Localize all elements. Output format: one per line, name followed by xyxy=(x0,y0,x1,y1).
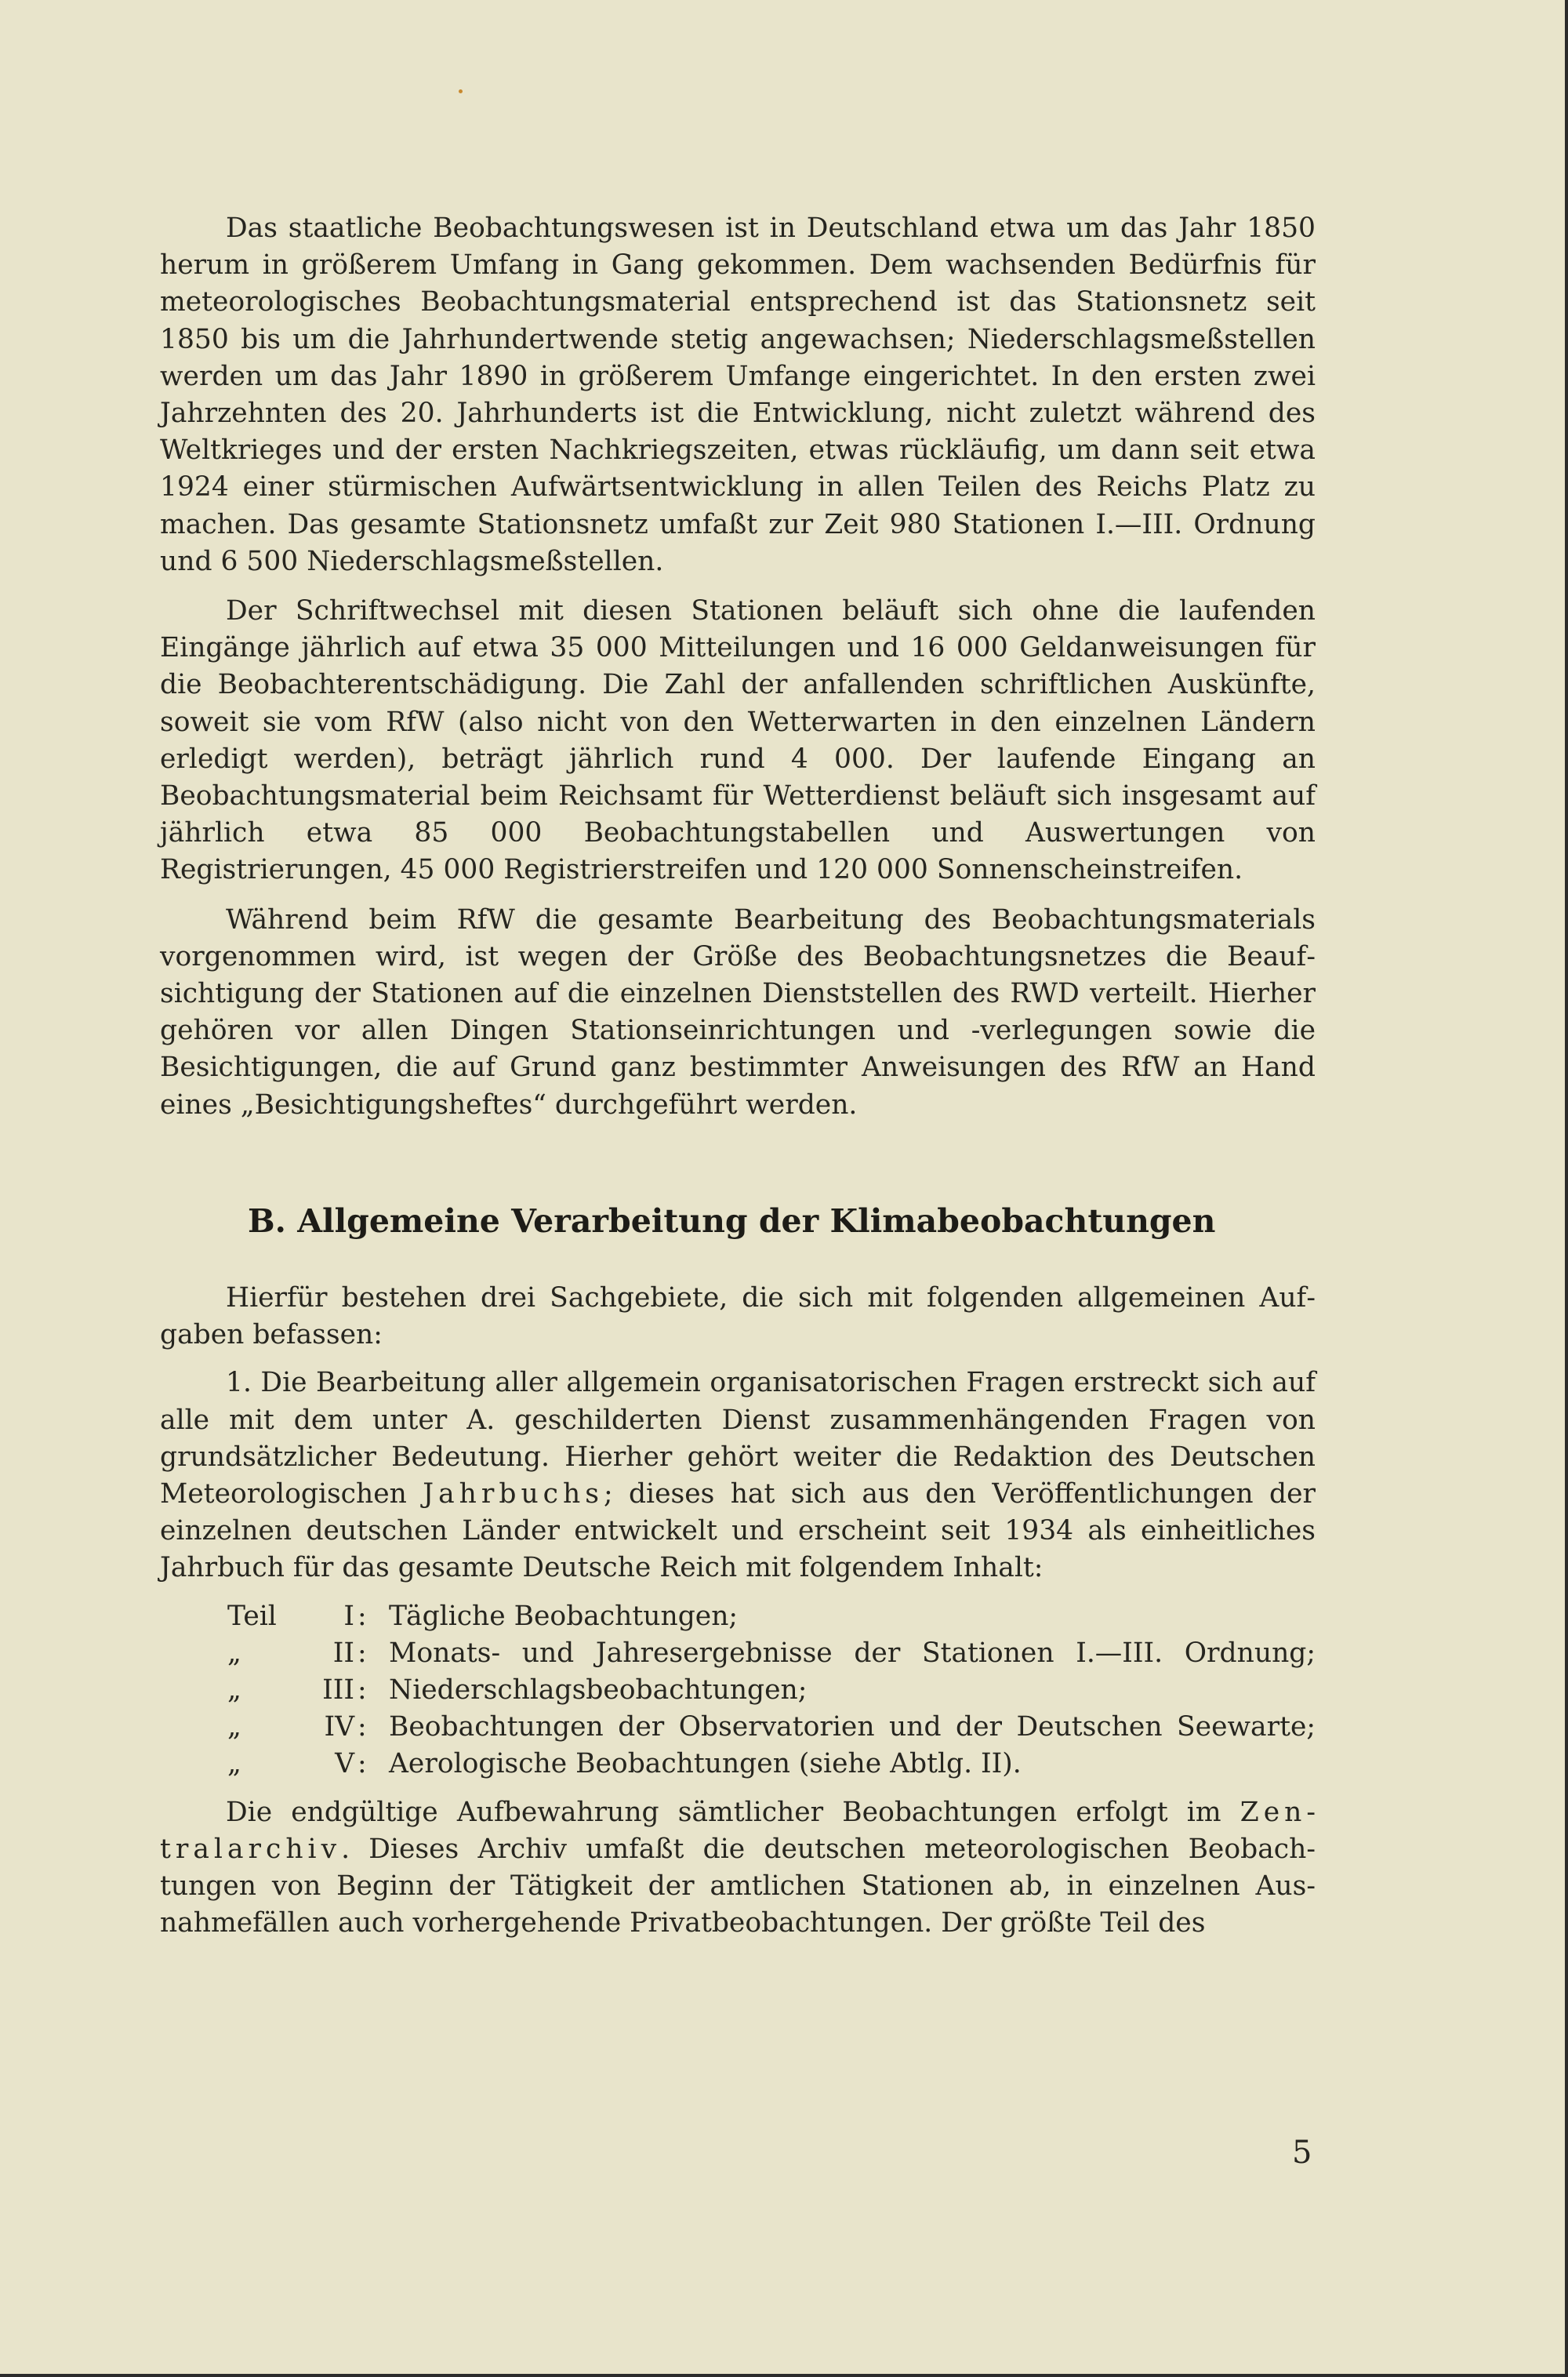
teil-list xyxy=(160,1598,1316,1783)
paragraph-intro: Hierfür bestehen drei Sachgebiete, die sich mit folgenden allgemeinen Aufgaben befassen: xyxy=(160,1282,1316,1351)
list-item xyxy=(160,1709,1316,1746)
teil-colon: : xyxy=(358,1674,367,1706)
teil-description: Beobachtungen der Observatorien und der Deutschen Seewarte; xyxy=(389,1711,1316,1743)
teil-prefix: Teil xyxy=(227,1600,277,1632)
list-item xyxy=(160,1746,1316,1783)
teil-prefix: „ xyxy=(227,1748,241,1780)
section-b-text xyxy=(160,1280,1316,1953)
teil-number: II xyxy=(332,1637,354,1669)
paragraph-archive xyxy=(160,1794,1316,1943)
teil-colon: : xyxy=(358,1748,367,1780)
list-item xyxy=(160,1672,1316,1709)
paragraph-station-network: Das staatliche Beobachtungswesen ist in Deutschland etwa um das Jahr 1850 herum in größerem Umfang in Gang gekommen. Dem wachsenden Bedürfnis für meteorologisches Beobachtungsmaterial entsprechend ist das Stationsnetz seit 1850 bis um die Jahrhundertwende stetig angewachsen; Niederschlagsmeßstellen werden um das Jahr 1890 in größerem Umfange eingerichtet. In den ersten zwei Jahrzehnten des 20. Jahrhunderts ist die Entwicklung, nicht zuletzt während des Weltkrieges und der ersten Nachkriegszeiten, etwas rückläufig, um dann seit etwa 1924 einer stürmischen Aufwärtsentwicklung in allen Teilen des Reichs Platz zu machen. Das gesamte Stationsnetz umfaßt zur Zeit 980 Stationen I.—III. Ordnung und 6 500 Niederschlagsmeßstellen. xyxy=(160,213,1316,577)
paper-speck xyxy=(459,89,463,93)
archive-text-start: Die endgültige Aufbewahrung sämtlicher Beobachtungen erfolgt im xyxy=(226,1796,1240,1828)
teil-description: Niederschlagsbeobachtungen; xyxy=(389,1674,808,1706)
teil-prefix: „ xyxy=(227,1674,241,1706)
list-item xyxy=(160,1598,1316,1635)
teil-description: Aerologische Beobachtungen (siehe Abtlg. II). xyxy=(389,1748,1022,1780)
zentralarchiv-emphasis: Zentralarchiv xyxy=(160,1796,1316,1865)
list-item xyxy=(160,1635,1316,1672)
teil-colon: : xyxy=(358,1600,367,1632)
teil-prefix: „ xyxy=(227,1711,241,1743)
paragraph-supervision: Während beim RfW die gesamte Bearbeitung des Beobachtungsmaterials vorgenommen wird, ist wegen der Größe des Beobachtungsnetzes die Beaufsichtigung der Stationen auf die einzelnen Dienststellen des RWD verteilt. Hierher gehören vor allen Dingen Stationseinrichtungen und -verlegungen sowie die Besichtigungen, die auf Grund ganz bestimmter Anweisungen des RfW an Hand eines „Besichtigungsheftes“ durchgeführt werden. xyxy=(160,903,1316,1121)
teil-colon: : xyxy=(358,1637,367,1669)
teil-description: Monats- und Jahresergebnisse der Stationen I.—III. Ordnung; xyxy=(389,1637,1316,1669)
section-a-text xyxy=(160,210,1316,1136)
teil-number: V xyxy=(335,1748,354,1780)
paragraph-item-1 xyxy=(160,1365,1316,1586)
section-b-heading: B. Allgemeine Verarbeitung der Klimabeobachtungen xyxy=(248,1202,1216,1240)
teil-colon: : xyxy=(358,1711,367,1743)
jahrbuch-emphasis: Jahrbuchs xyxy=(423,1478,604,1510)
teil-number: IV xyxy=(324,1711,354,1743)
teil-description: Tägliche Beobachtungen; xyxy=(389,1600,739,1632)
item1-text-end: ; dieses hat sich aus den Veröffentlichungen der einzelnen deutschen Länder entwickelt und erscheint seit 1934 als einheitliches Jahrbuch für das gesamte Deutsche Reich mit folgendem Inhalt: xyxy=(160,1478,1316,1584)
teil-prefix: „ xyxy=(227,1637,241,1669)
page-number: 5 xyxy=(1292,2135,1312,2171)
teil-number: III xyxy=(322,1674,354,1706)
item1-text-start: 1. Die Bearbeitung aller allgemein organisatorischen Fragen erstreckt sich auf alle mit dem unter A. geschilderten Dienst zusammenhängenden Fragen von grundsätzlicher Bedeutung. Hierher gehört weiter die Redaktion des Deutschen Meteorologischen xyxy=(160,1367,1316,1510)
paragraph-correspondence: Der Schriftwechsel mit diesen Stationen beläuft sich ohne die laufenden Eingänge jährlich auf etwa 35 000 Mitteilungen und 16 000 Geldanweisungen für die Beobachterentschädigung. Die Zahl der anfallenden schriftlichen Auskünfte, soweit sie vom RfW (also nicht von den Wetterwarten in den einzelnen Ländern erledigt werden), beträgt jährlich rund 4 000. Der laufende Eingang an Beobachtungsmaterial beim Reichsamt für Wetterdienst beläuft sich insgesamt auf jährlich etwa 85 000 Beobachtungstabellen und Auswertungen von Registrierungen, 45 000 Registrierstreifen und 120 000 Sonnenscheinstreifen. xyxy=(160,595,1316,886)
archive-text-end: . Dieses Archiv umfaßt die deutschen meteorologischen Beobachtungen von Beginn der Tätigkeit der amtlichen Stationen ab, in einzelnen Ausnahmefällen auch vorhergehende Privatbeobachtungen. Der größte Teil des xyxy=(160,1833,1316,1939)
teil-number: I xyxy=(343,1600,354,1632)
